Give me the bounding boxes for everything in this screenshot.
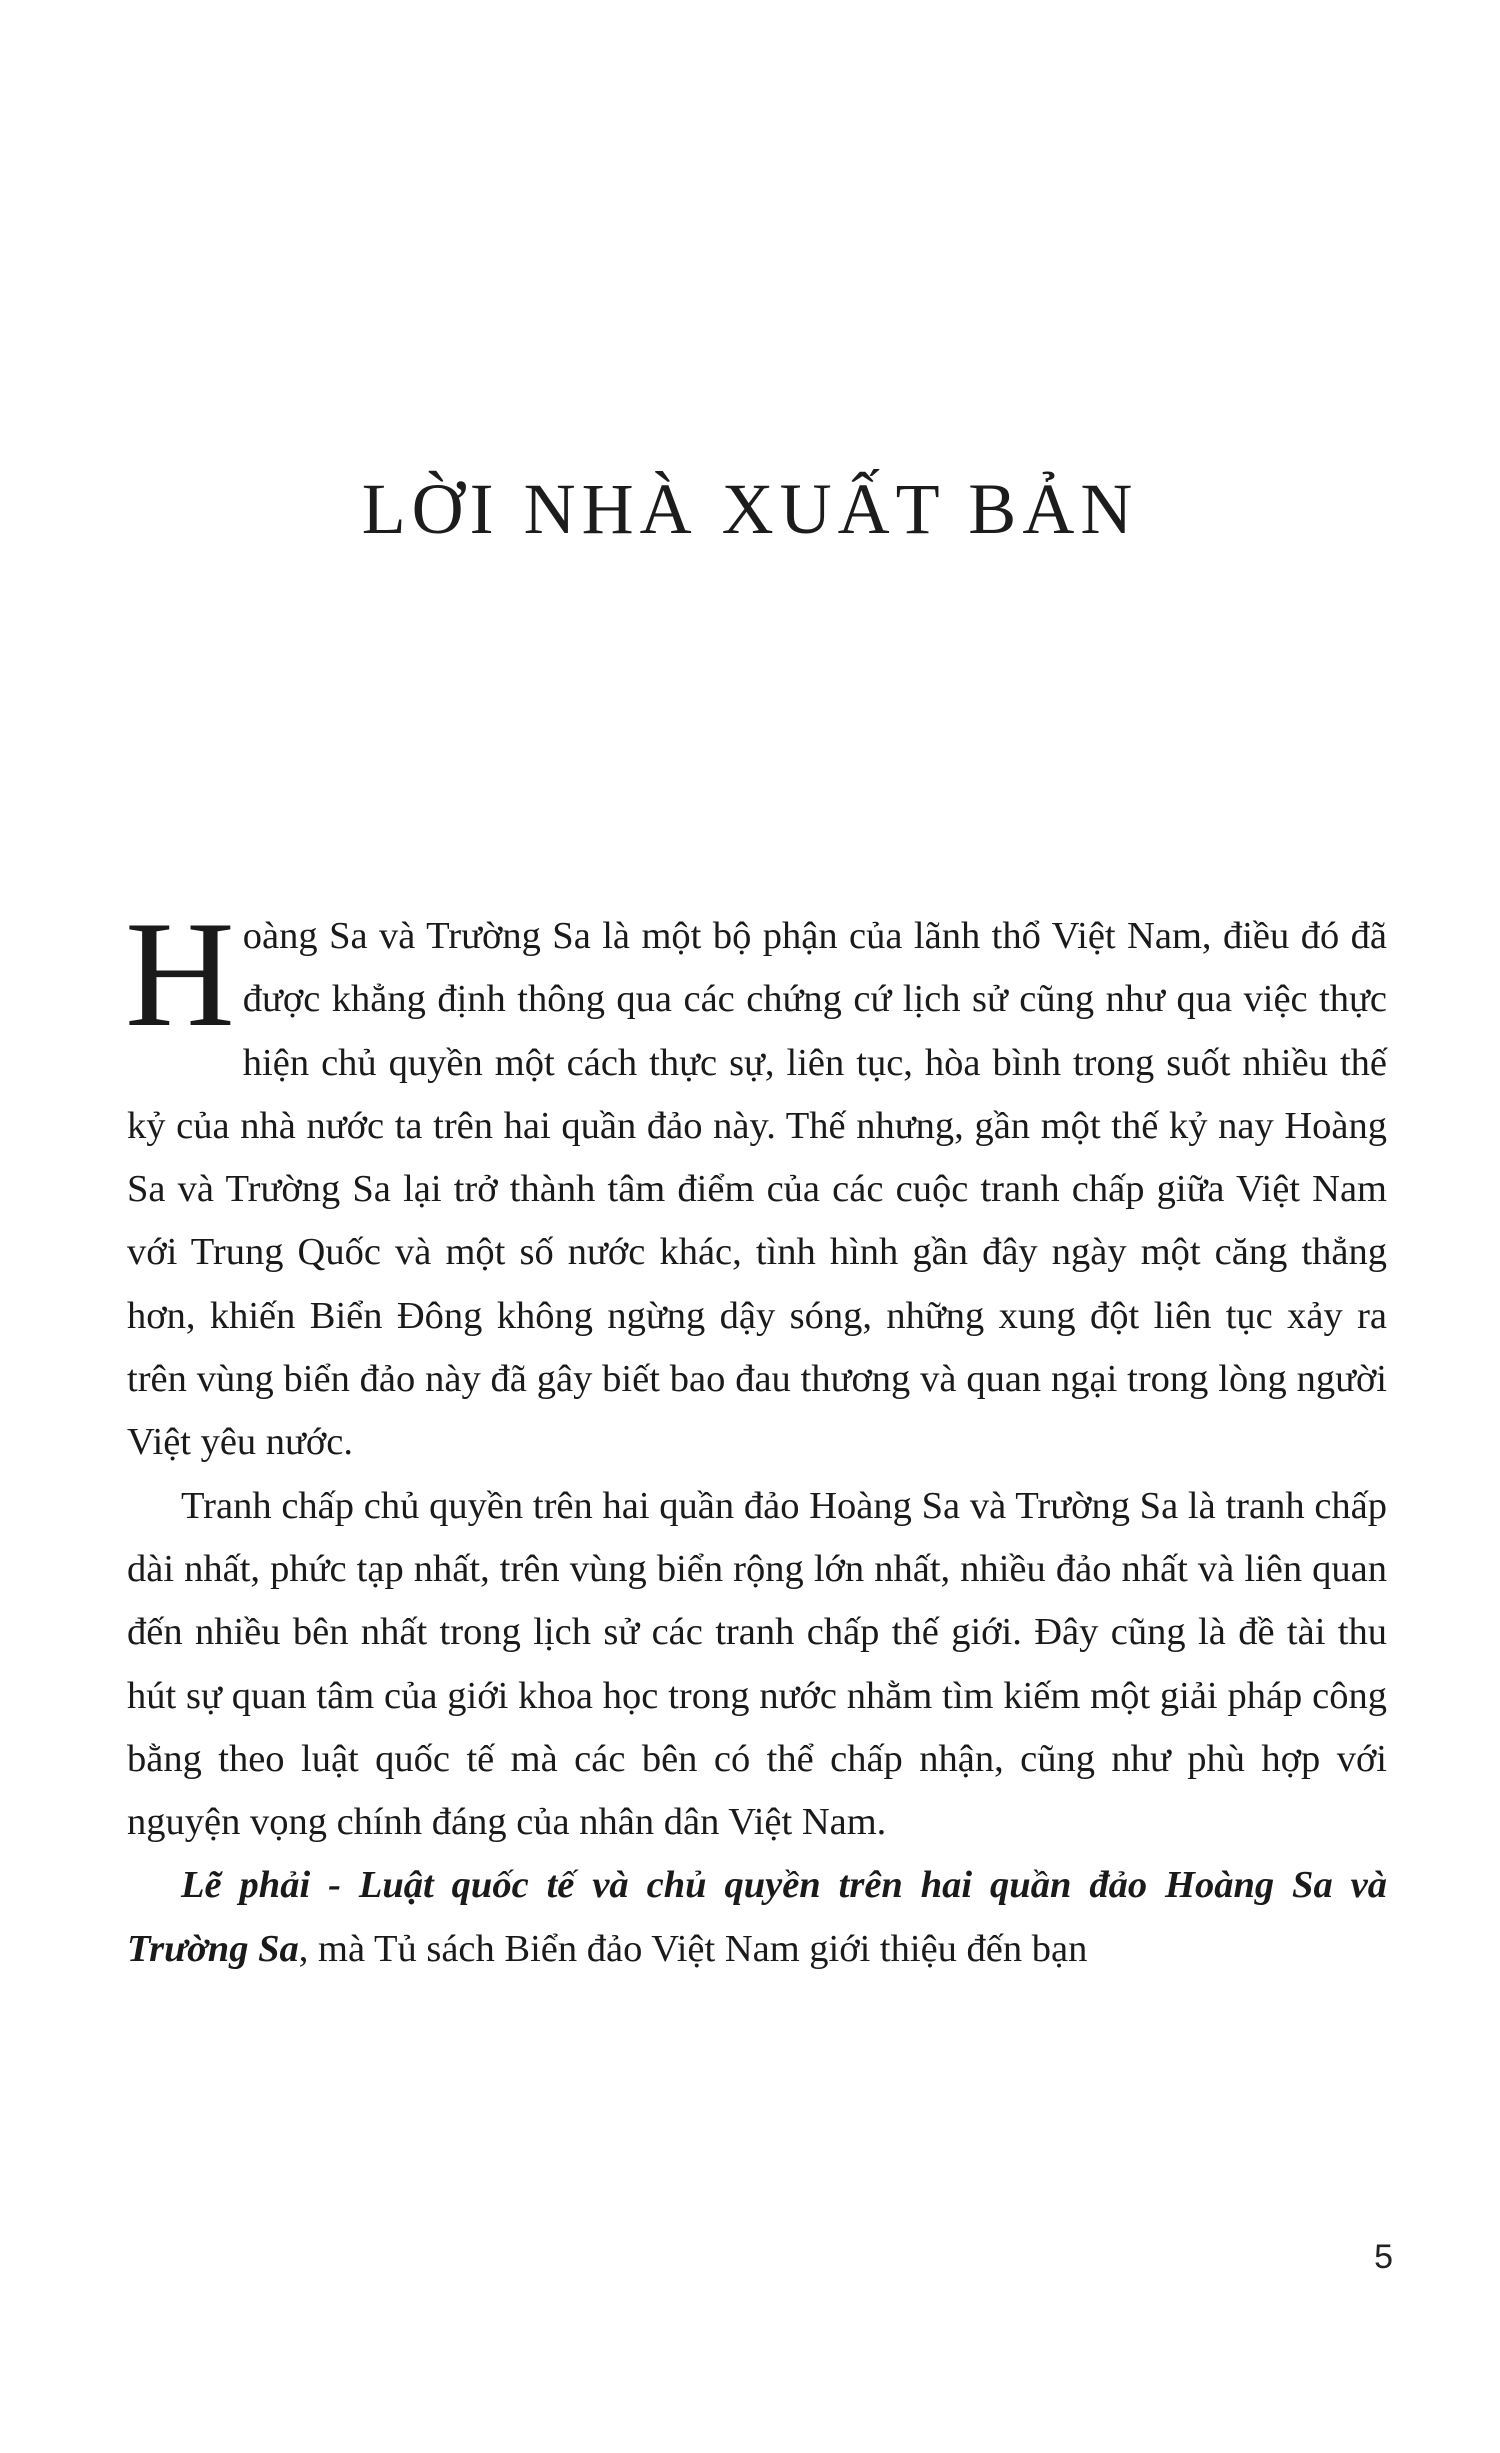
paragraph-3 xyxy=(127,1854,1387,1981)
drop-cap: H xyxy=(125,890,235,1058)
book-title: Lẽ phải - Luật quốc tế và chủ quyền trên hai quần đảo Hoàng Sa và Trường Sa xyxy=(127,1864,1387,1970)
paragraph-2 xyxy=(127,1475,1387,1855)
paragraph-2-text: Tranh chấp chủ quyền trên hai quần đảo Hoàng Sa và Trường Sa là tranh chấp dài nhất, phức tạp nhất, trên vùng biển rộng lớn nhất, nhiều đảo nhất và liên quan đến nhiều bên nhất trong lịch sử các tranh chấp thế giới. Đây cũng là đề tài thu hút sự quan tâm của giới khoa học trong nước nhằm tìm kiếm một giải pháp công bằng theo luật quốc tế mà các bên có thể chấp nhận, cũng như phù hợp với nguyện vọng chính đáng của nhân dân Việt Nam. xyxy=(127,1484,1387,1844)
paragraph-1 xyxy=(125,890,1387,1475)
page-title: LỜI NHÀ XUẤT BẢN xyxy=(361,469,1139,549)
paragraph-1-text: oàng Sa và Trường Sa là một bộ phận của lãnh thổ Việt Nam, điều đó đã được khẳng định thông qua các chứng cứ lịch sử cũng như qua việc thực hiện chủ quyền một cách thực sự, liên tục, hòa bình trong suốt nhiều thế kỷ của nhà nước ta trên hai quần đảo này. Thế nhưng, gần một thế kỷ nay Hoàng Sa và Trường Sa lại trở thành tâm điểm của các cuộc tranh chấp giữa Việt Nam với Trung Quốc và một số nước khác, tình hình gần đây ngày một căng thẳng hơn, khiến Biển Đông không ngừng dậy sóng, những xung đột liên tục xảy ra trên vùng biển đảo này đã gây biết bao đau thương và quan ngại trong lòng người Việt yêu nước. xyxy=(127,915,1387,1464)
page-number: 5 xyxy=(1374,2238,1393,2276)
paragraph-3-text: , mà Tủ sách Biển đảo Việt Nam giới thiệu đến bạn xyxy=(298,1927,1088,1970)
body-text xyxy=(125,890,1387,1981)
